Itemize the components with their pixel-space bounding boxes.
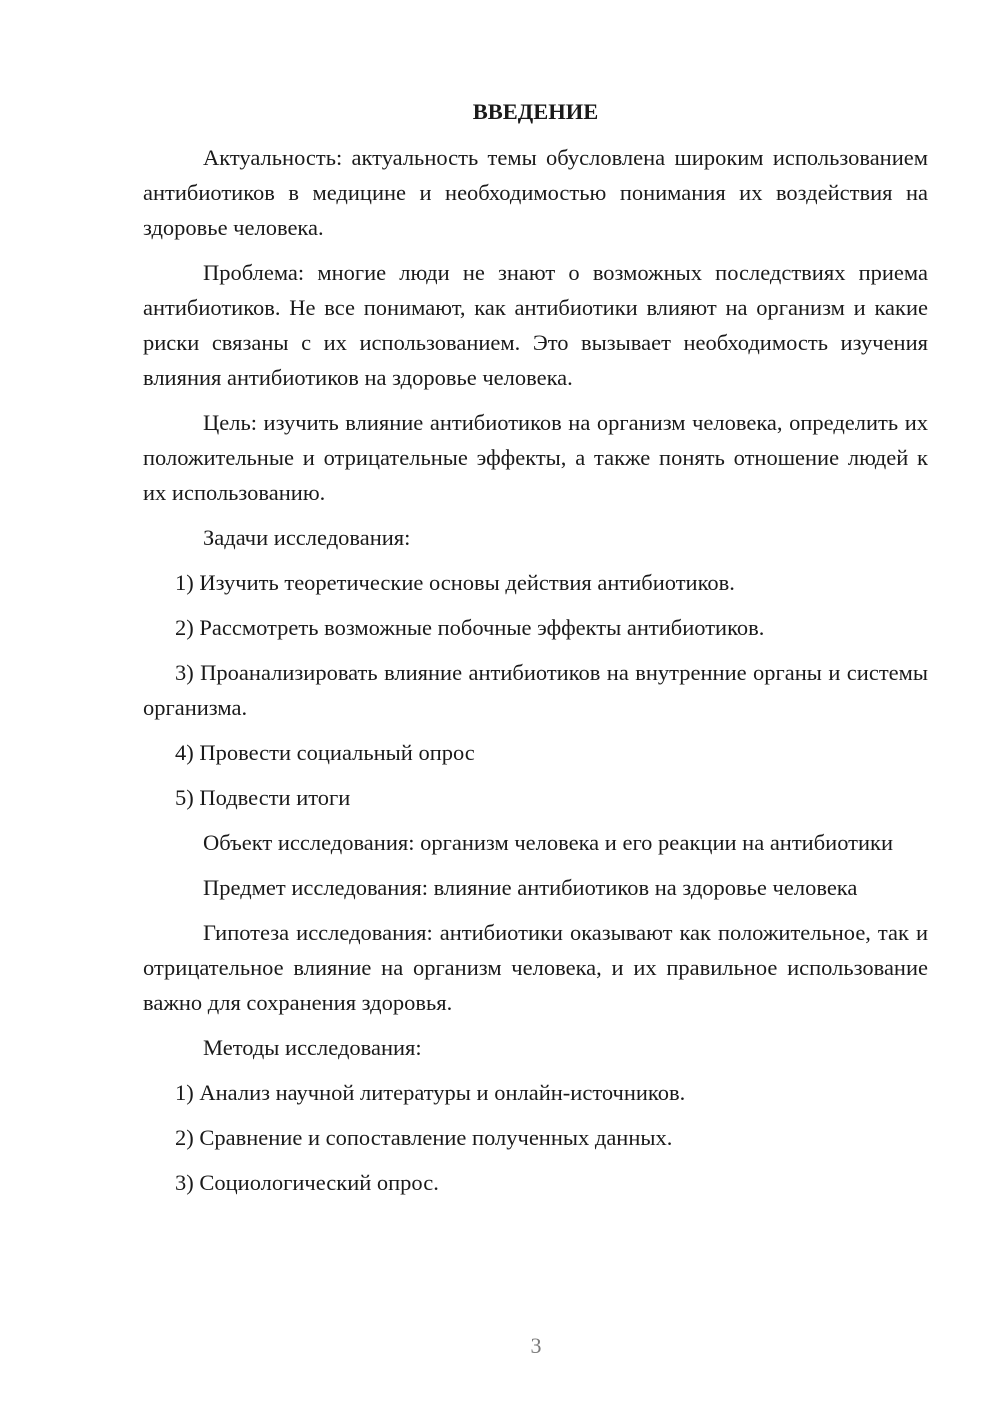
method-item: 2) Сравнение и сопоставление полученных данных.	[175, 1125, 673, 1150]
goal-paragraph: Цель: изучить влияние антибиотиков на организм человека, определить их положительные и отрицательные эффекты, а также понять отношение людей к их использованию.	[143, 410, 928, 505]
problem-paragraph: Проблема: многие люди не знают о возможных последствиях приема антибиотиков. Не все понимают, как антибиотики влияют на организм и какие риски связаны с их использованием. Это вызывает необходимость изучения влияния антибиотиков на здоровье человека.	[143, 260, 928, 390]
method-item: 3) Социологический опрос.	[175, 1170, 439, 1195]
task-item: 3) Проанализировать влияние антибиотиков на внутренние органы и системы организма.	[143, 660, 928, 720]
object-paragraph: Объект исследования: организм человека и его реакции на антибиотики	[203, 830, 894, 855]
task-item: 1) Изучить теоретические основы действия антибиотиков.	[175, 570, 735, 595]
hypothesis-paragraph: Гипотеза исследования: антибиотики оказывают как положительное, так и отрицательное влияние на организм человека, и их правильное использование важно для сохранения здоровья.	[143, 920, 928, 1015]
task-item: 4) Провести социальный опрос	[175, 740, 475, 765]
methods-heading: Методы исследования:	[203, 1035, 422, 1060]
section-title: ВВЕДЕНИЕ	[472, 99, 599, 124]
task-item: 5) Подвести итоги	[175, 785, 351, 810]
tasks-heading: Задачи исследования:	[203, 525, 411, 550]
method-item: 1) Анализ научной литературы и онлайн-источников.	[175, 1080, 686, 1105]
page-number: 3	[530, 1333, 542, 1358]
subject-paragraph: Предмет исследования: влияние антибиотиков на здоровье человека	[203, 875, 858, 900]
relevance-paragraph: Актуальность: актуальность темы обусловлена широким использованием антибиотиков в медицине и необходимостью понимания их воздействия на здоровье человека.	[143, 145, 928, 240]
task-item: 2) Рассмотреть возможные побочные эффекты антибиотиков.	[175, 615, 765, 640]
document-body	[143, 94, 928, 1210]
